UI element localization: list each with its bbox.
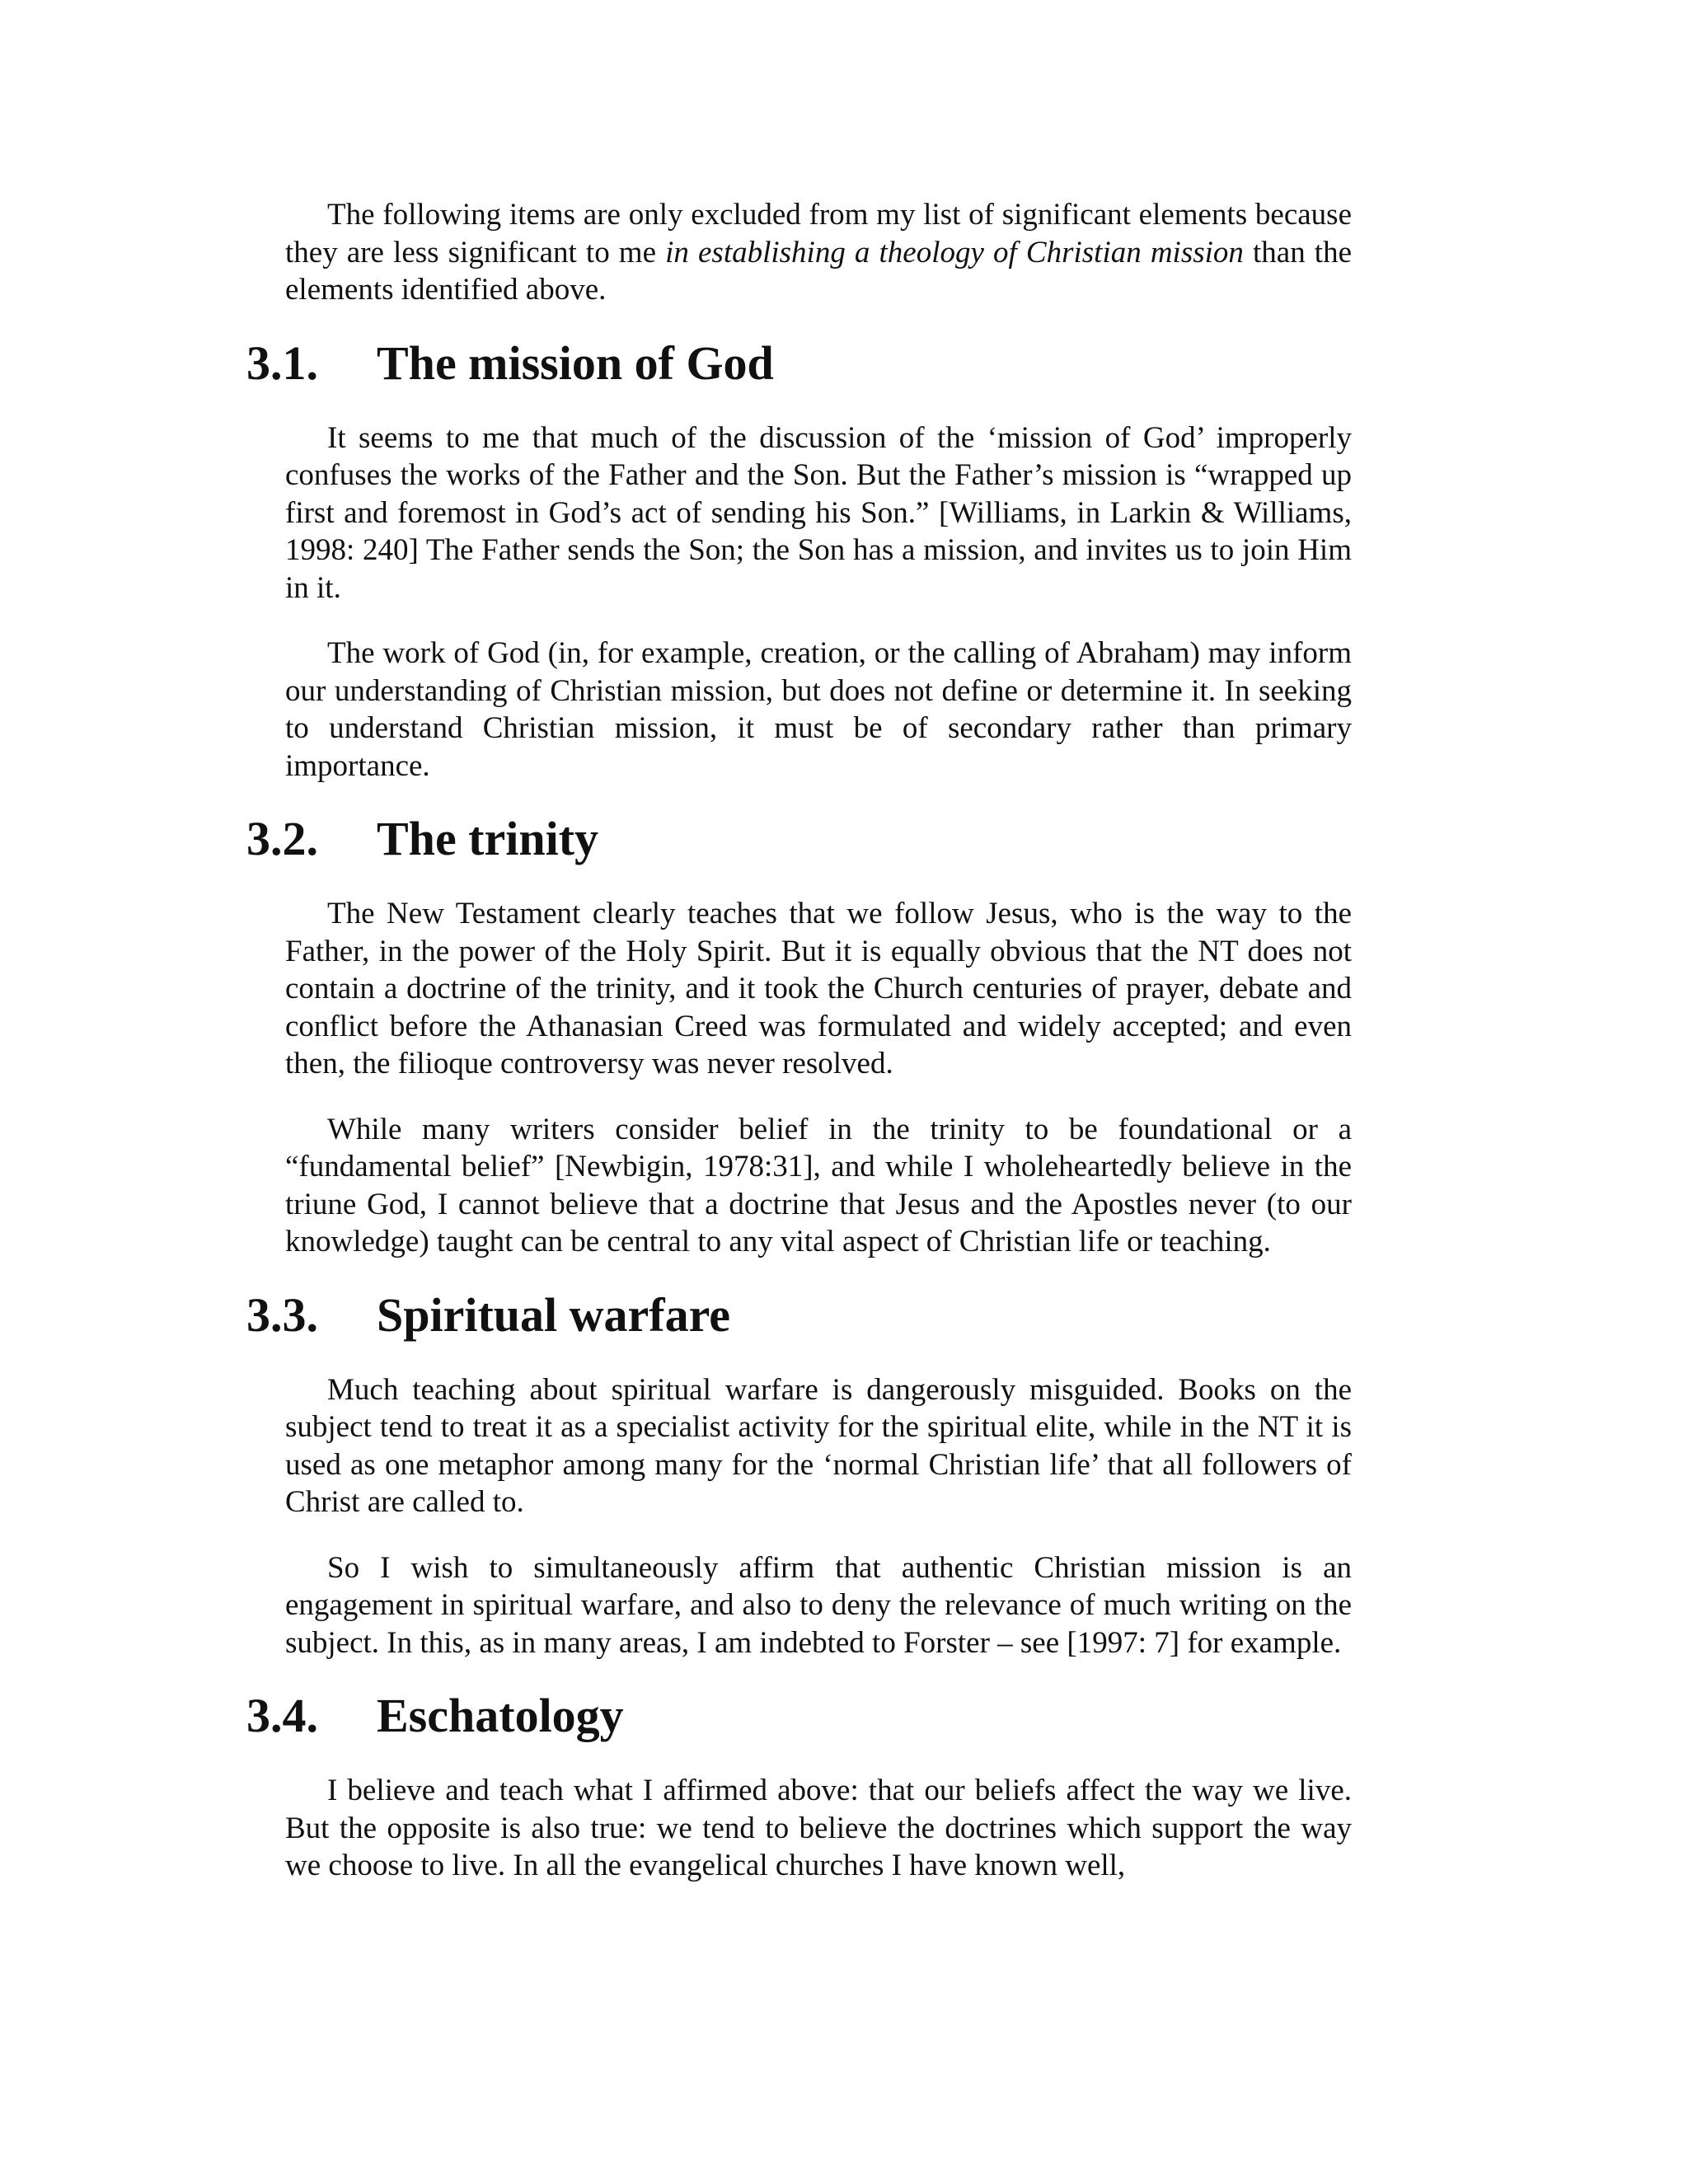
body-paragraph: The New Testament clearly teaches that we follow Jesus, who is the way to the Father, in the power of the Holy Spirit. But it is equally obvious that the NT does not contain a doctrine of the trinity, and it took the Church centuries of prayer, debate and conflict before the Athanasian Creed was formulated and widely accepted; and even then, the filioque controversy was never resolved. — [285, 897, 1352, 1080]
body-paragraph: I believe and teach what I affirmed above: that our beliefs affect the way we live. But the opposite is also true: we tend to believe the doctrines which support the way we choose to live. In all the evangelical churches I have known well, — [285, 1774, 1352, 1882]
body-paragraph: The work of God (in, for example, creation, or the calling of Abraham) may inform our understanding of Christian mission, but does not define or determine it. In seeking to understand Christian mission, it must be of secondary rather than primary importance. — [285, 636, 1352, 783]
body-paragraph: So I wish to simultaneously affirm that authentic Christian mission is an engagement in spiritual warfare, and also to deny the relevance of much writing on the subject. In this, as in many areas, I am indebted to Forster – see [1997: 7] for example. — [285, 1550, 1352, 1660]
section-number: 3.3. — [246, 1287, 318, 1342]
section-heading-3-3 — [246, 1289, 1313, 1342]
section-number: 3.4. — [246, 1689, 318, 1742]
section-title: The trinity — [377, 812, 599, 865]
section-number: 3.1. — [246, 335, 318, 390]
body-paragraph: It seems to me that much of the discussion of the ‘mission of God’ improperly confuses the works of the Father and the Son. But the Father’s mission is “wrapped up first and foremost in God’s act of sending his Son.” [Williams, in Larkin & Williams, 1998: 240] The Father sends the Son; the Son has a mission, and invites us to join Him in it. — [285, 420, 1352, 605]
section-title: Eschatology — [377, 1689, 624, 1742]
intro-emphasis: in establishing a theology of Christian mission — [665, 235, 1244, 269]
section-number: 3.2. — [246, 812, 318, 865]
body-paragraph: Much teaching about spiritual warfare is dangerously misguided. Books on the subject tend to treat it as a specialist activity for the spiritual elite, while in the NT it is used as one metaphor among many for the ‘normal Christian life’ that all followers of Christ are called to. — [285, 1372, 1352, 1519]
section-title: Spiritual warfare — [377, 1287, 731, 1342]
document-page — [246, 196, 1353, 1913]
section-heading-3-4 — [246, 1690, 1313, 1742]
section-heading-3-2 — [246, 813, 1313, 865]
intro-paragraph: The following items are only excluded from my list of significant elements because they are less significant to me in establishing a theology of Christian mission than the elements identified above. — [285, 198, 1353, 307]
body-paragraph: While many writers consider belief in the trinity to be foundational or a “fundamental belief” [Newbigin, 1978:31], and while I wholeheartedly believe in the triune God, I cannot believe that a doctrine that Jesus and the Apostles never (to our knowledge) taught can be central to any vital aspect of Christian life or teaching. — [285, 1112, 1352, 1258]
section-heading-3-1 — [246, 337, 1313, 390]
section-title: The mission of God — [377, 335, 774, 390]
